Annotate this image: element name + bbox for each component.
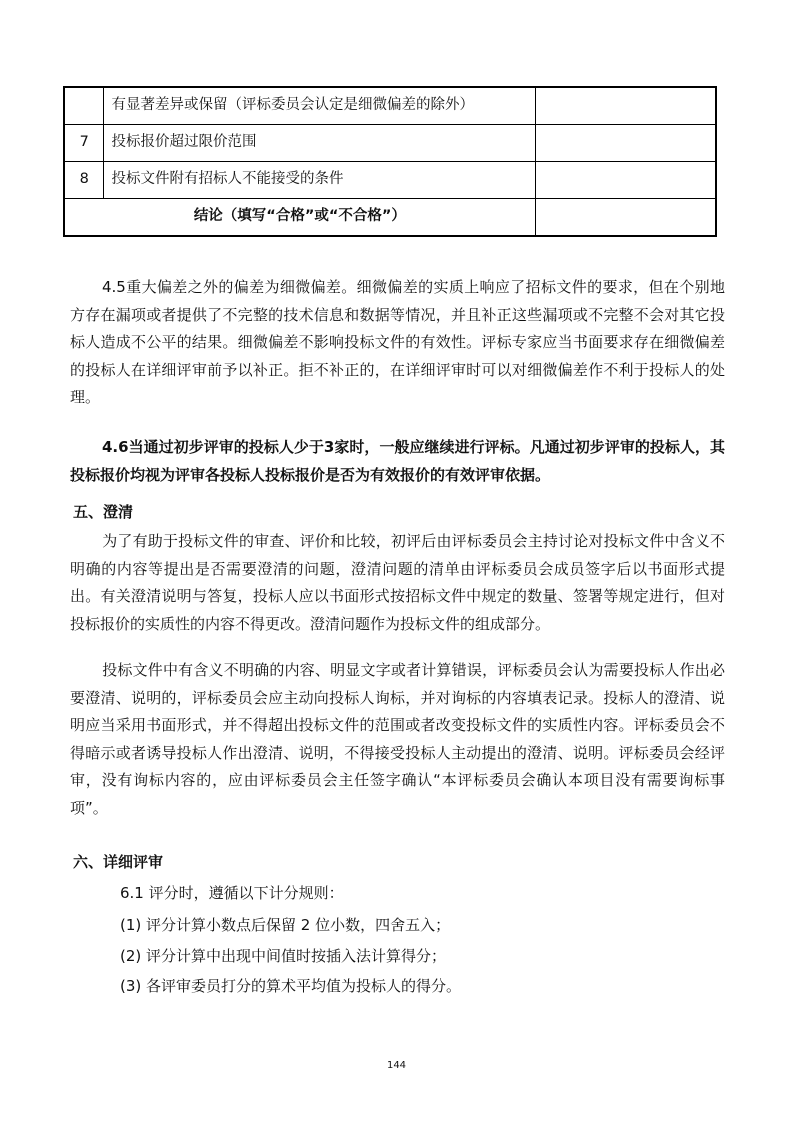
table-row — [64, 87, 716, 125]
paragraph-4-5-text: 4.5重大偏差之外的偏差为细微偏差。细微偏差的实质上响应了招标文件的要求，但在个别地方存在漏项或者提供了不完整的技术信息和数据等情况，并且补正这些漏项或不完整不会对其它投标人造成不公平的结果。细微偏差不影响投标文件的有效性。评标专家应当书面要求存在细微偏差的投标人在详细评审前予以补正。拒不补正的，在详细评审时可以对细微偏差作不利于投标人的处理。 — [70, 278, 725, 406]
conclusion-row — [64, 199, 716, 237]
paragraph-clarification-1-text: 为了有助于投标文件的审查、评价和比较，初评后由评标委员会主持讨论对投标文件中含义不明确的内容等提出是否需要澄清的问题，澄清问题的清单由评标委员会成员签字后以书面形式提出。有关澄清说明与答复，投标人应以书面形式按招标文件中规定的数量、签署等规定进行，但对投标报价的实质性的内容不得更改。澄清问题作为投标文件的组成部分。 — [70, 532, 725, 633]
row-number: 7 — [64, 125, 104, 162]
scoring-rule-1: (1) 评分计算小数点后保留 2 位小数，四舍五入； — [120, 916, 451, 934]
paragraph-4-6 — [70, 434, 725, 489]
row-number: 8 — [64, 162, 104, 199]
criteria-table — [63, 86, 717, 237]
page-number: 144 — [386, 1060, 407, 1071]
paragraph-4-6-text: 4.6当通过初步评审的投标人少于3家时，一般应继续进行评标。凡通过初步评审的投标人，其投标报价均视为评审各投标人投标报价是否为有效报价的有效评审依据。 — [70, 438, 725, 484]
row-description: 投标报价超过限价范围 — [104, 125, 535, 162]
paragraph-clarification-1 — [70, 528, 725, 638]
conclusion-result-cell — [535, 199, 716, 237]
row-number — [64, 87, 104, 125]
conclusion-label: 结论（填写“合格”或“不合格”） — [64, 199, 535, 237]
row-description: 投标文件附有招标人不能接受的条件 — [104, 162, 535, 199]
section-heading-detailed-review: 六、详细评审 — [73, 853, 164, 871]
criteria-table-container — [63, 86, 717, 237]
scoring-rule-2: (2) 评分计算中出现中间值时按插入法计算得分； — [120, 947, 447, 965]
paragraph-clarification-2-text: 投标文件中有含义不明确的内容、明显文字或者计算错误，评标委员会认为需要投标人作出必要澄清、说明的，评标委员会应主动向投标人询标，并对询标的内容填表记录。投标人的澄清、说明应当采用书面形式，并不得超出投标文件的范围或者改变投标文件的实质性内容。评标委员会不得暗示或者诱导投标人作出澄清、说明，不得接受投标人主动提出的澄清、说明。评标委员会经评审，没有询标内容的，应由评标委员会主任签字确认“本评标委员会确认本项目没有需要询标事项”。 — [70, 661, 725, 817]
row-result-cell — [535, 87, 716, 125]
table-row — [64, 162, 716, 199]
scoring-rule-3: (3) 各评审委员打分的算术平均值为投标人的得分。 — [120, 977, 462, 995]
table-row — [64, 125, 716, 162]
row-description: 有显著差异或保留（评标委员会认定是细微偏差的除外） — [104, 87, 535, 125]
row-result-cell — [535, 162, 716, 199]
paragraph-clarification-2 — [70, 657, 725, 822]
row-result-cell — [535, 125, 716, 162]
scoring-rule-intro: 6.1 评分时，遵循以下计分规则： — [120, 884, 344, 902]
paragraph-4-5 — [70, 274, 725, 412]
section-heading-clarification: 五、澄清 — [73, 503, 134, 521]
